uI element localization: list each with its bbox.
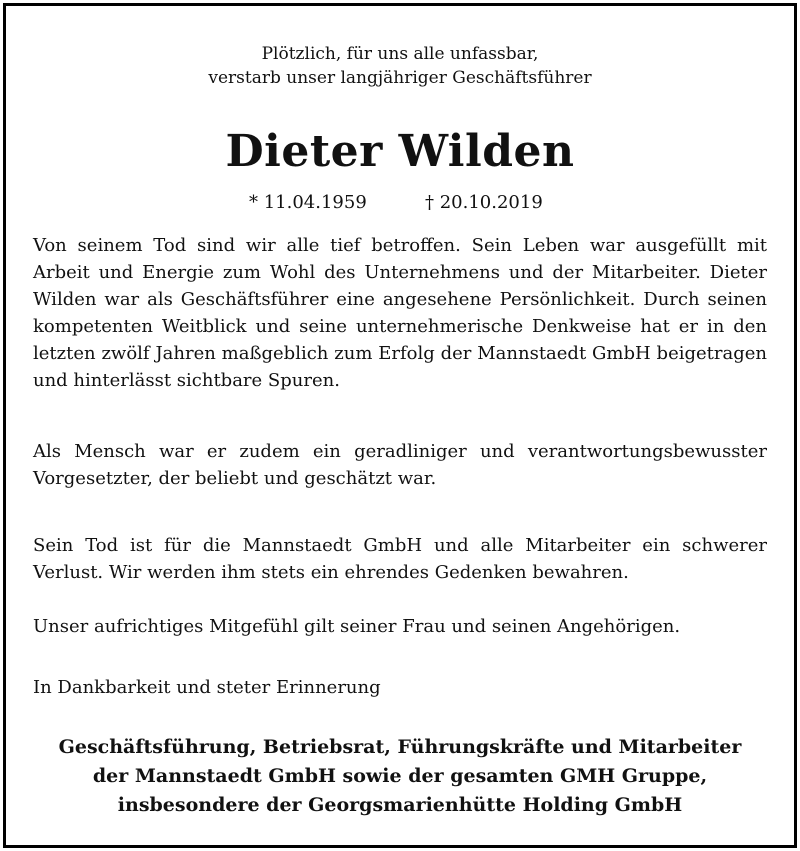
deceased-name: Dieter Wilden <box>225 126 575 177</box>
paragraph-character: Als Mensch war er zudem ein geradliniger und verantwortungsbewusster Vorgesetzter, der beliebt und geschätzt war. <box>33 441 767 489</box>
signature-line-3: insbesondere der Georgsmarienhütte Holding GmbH <box>117 794 683 816</box>
signature-line-1: Geschäftsführung, Betriebsrat, Führungskräfte und Mitarbeiter <box>58 736 742 758</box>
birth-date: * 11.04.1959 <box>249 192 367 213</box>
paragraph-closing: In Dankbarkeit und steter Erinnerung <box>33 677 381 698</box>
death-date: † 20.10.2019 <box>425 192 543 213</box>
signature-line-2: der Mannstaedt GmbH sowie der gesamten GMH Gruppe, <box>92 765 708 787</box>
life-dates <box>0 190 800 216</box>
intro-line-1: Plötzlich, für uns alle unfassbar, <box>261 44 539 64</box>
paragraph-loss: Sein Tod ist für die Mannstaedt GmbH und alle Mitarbeiter ein schwerer Verlust. Wir werden ihm stets ein ehrendes Gedenken bewahren. <box>33 535 767 583</box>
paragraph-condolence: Unser aufrichtiges Mitgefühl gilt seiner Frau und seinen Angehörigen. <box>33 616 681 637</box>
intro-line-2: verstarb unser langjähriger Geschäftsführer <box>208 68 592 88</box>
paragraph-tribute: Von seinem Tod sind wir alle tief betroffen. Sein Leben war ausgefüllt mit Arbeit und Energie zum Wohl des Unternehmens und der Mitarbeiter. Dieter Wilden war als Geschäftsführer eine angesehene Persönlichkeit. Durch seinen kompetenten Weitblick und seine unternehmerische Denkweise hat er in den letzten zwölf Jahren maßgeblich zum Erfolg der Mannstaedt GmbH beigetragen und hinterlässt sichtbare Spuren. <box>33 235 767 391</box>
